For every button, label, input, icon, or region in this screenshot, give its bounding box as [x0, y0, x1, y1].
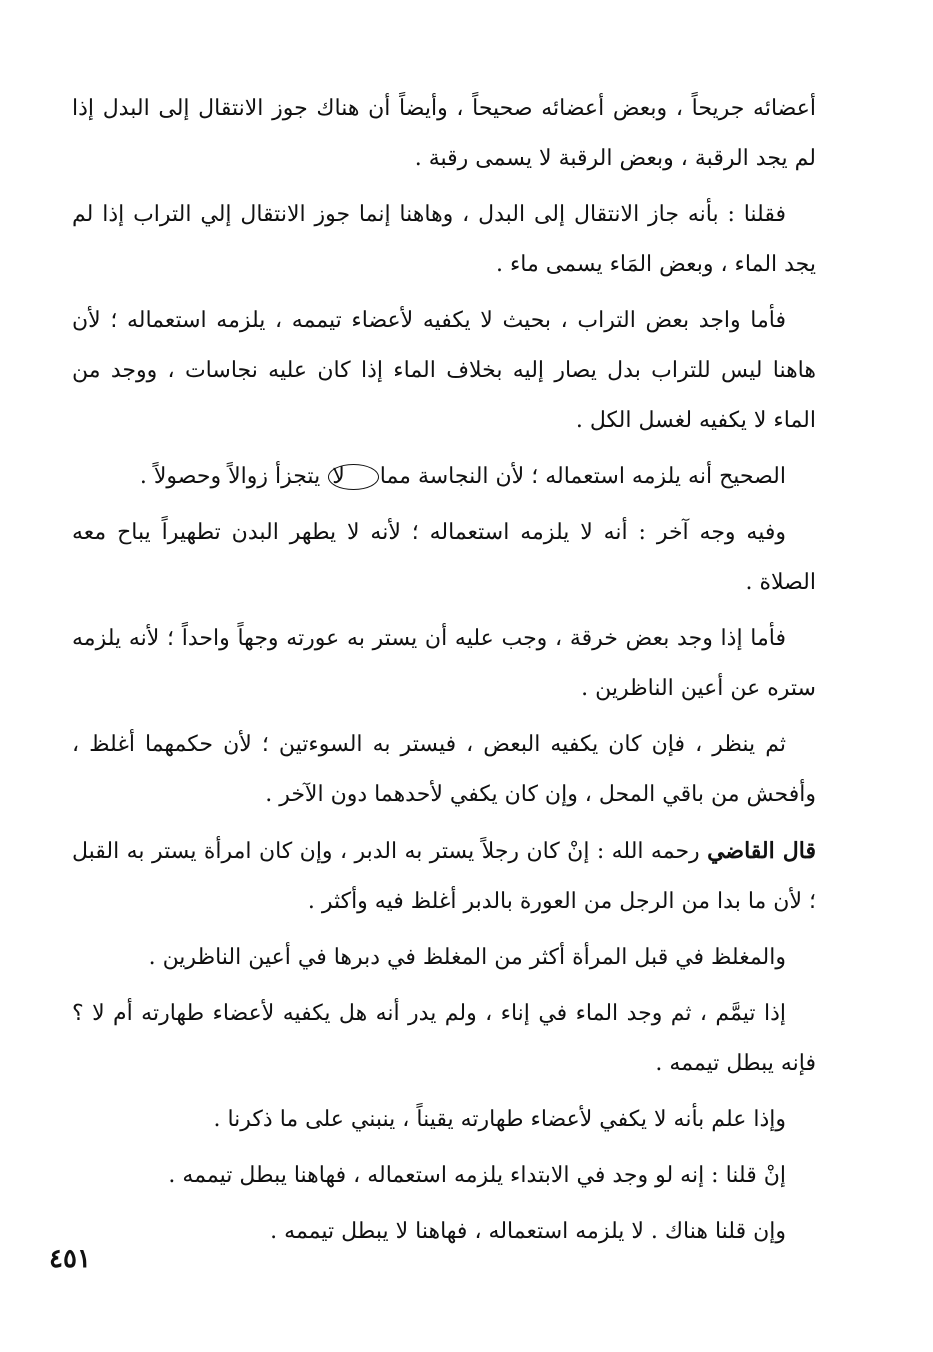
paragraph-4-text-after: يتجزأ زوالاً وحصولاً .: [139, 464, 328, 489]
circled-annotation: لا: [328, 464, 379, 490]
paragraph-6-text: فأما إذا وجد بعض خرقة ، وجب عليه أن يستر به عورته وجهاً واحداً ؛ لأنه يلزمه ستره عن أعين الناظرين .: [72, 626, 816, 701]
paragraph-7: [72, 720, 816, 820]
paragraph-10-text: إذا تيمَّم ، ثم وجد الماء في إناء ، ولم يدر أنه هل يكفيه لأعضاء طهارته أم لا ؟ فإنه يبطل تيممه .: [72, 1001, 816, 1076]
paragraph-9: [72, 933, 816, 983]
paragraph-12-text: إنْ قلنا : إنه لو وجد في الابتداء يلزمه استعماله ، فهاهنا يبطل تيممه .: [168, 1163, 786, 1188]
page-number: ٤٥١: [49, 1244, 91, 1274]
paragraph-11: [72, 1095, 816, 1145]
paragraph-4-text-before: الصحيح أنه يلزمه استعماله ؛ لأن النجاسة مما: [379, 464, 786, 489]
speaker-name: قال القاضي: [707, 838, 816, 864]
paragraph-4: [72, 452, 816, 502]
paragraph-1-text: أعضائه جريحاً ، وبعض أعضائه صحيحاً ، وأيضاً أن هناك جوز الانتقال إلى البدل إذا لم يجد الرقبة ، وبعض الرقبة لا يسمى رقبة .: [72, 96, 816, 171]
paragraph-3-text: فأما واجد بعض التراب ، بحيث لا يكفيه لأعضاء تيممه ، يلزمه استعماله ؛ لأن هاهنا ليس للتراب بدل يصار إليه بخلاف الماء إذا كان عليه نجاسات ، ووجد من الماء لا يكفيه لغسل الكل .: [72, 308, 816, 433]
paragraph-12: [72, 1151, 816, 1201]
paragraph-5-text: وفيه وجه آخر : أنه لا يلزمه استعماله ؛ لأنه لا يطهر البدن تطهيراً يباح معه الصلاة .: [72, 520, 816, 595]
body-text: [72, 84, 816, 1263]
paragraph-13-text: وإن قلنا هناك . لا يلزمه استعماله ، فهاهنا لا يبطل تيممه .: [270, 1219, 786, 1244]
paragraph-3: [72, 296, 816, 446]
paragraph-2: [72, 190, 816, 290]
paragraph-1: [72, 84, 816, 184]
paragraph-10: [72, 989, 816, 1089]
paragraph-8-text: رحمه الله : إنْ كان رجلاً يستر به الدبر ، وإن كان امرأة يستر به القبل ؛ لأن ما بدا من الرجل من العورة بالدبر أغلظ فيه وأكثر .: [72, 839, 816, 914]
paragraph-8: [72, 826, 816, 927]
paragraph-2-text: فقلنا : بأنه جاز الانتقال إلى البدل ، وهاهنا إنما جوز الانتقال إلي التراب إذا لم يجد الماء ، وبعض المَاء يسمى ماء .: [72, 202, 816, 277]
paragraph-9-text: والمغلظ في قبل المرأة أكثر من المغلظ في دبرها في أعين الناظرين .: [148, 945, 786, 970]
paragraph-5: [72, 508, 816, 608]
paragraph-6: [72, 614, 816, 714]
paragraph-11-text: وإذا علم بأنه لا يكفي لأعضاء طهارته يقيناً ، ينبني على ما ذكرنا .: [213, 1107, 786, 1132]
paragraph-13: [72, 1207, 816, 1257]
paragraph-7-text: ثم ينظر ، فإن كان يكفيه البعض ، فيستر به السوءتين ؛ لأن حكمهما أغلظ ، وأفحش من باقي المحل ، وإن كان يكفي لأحدهما دون الآخر .: [72, 732, 816, 807]
